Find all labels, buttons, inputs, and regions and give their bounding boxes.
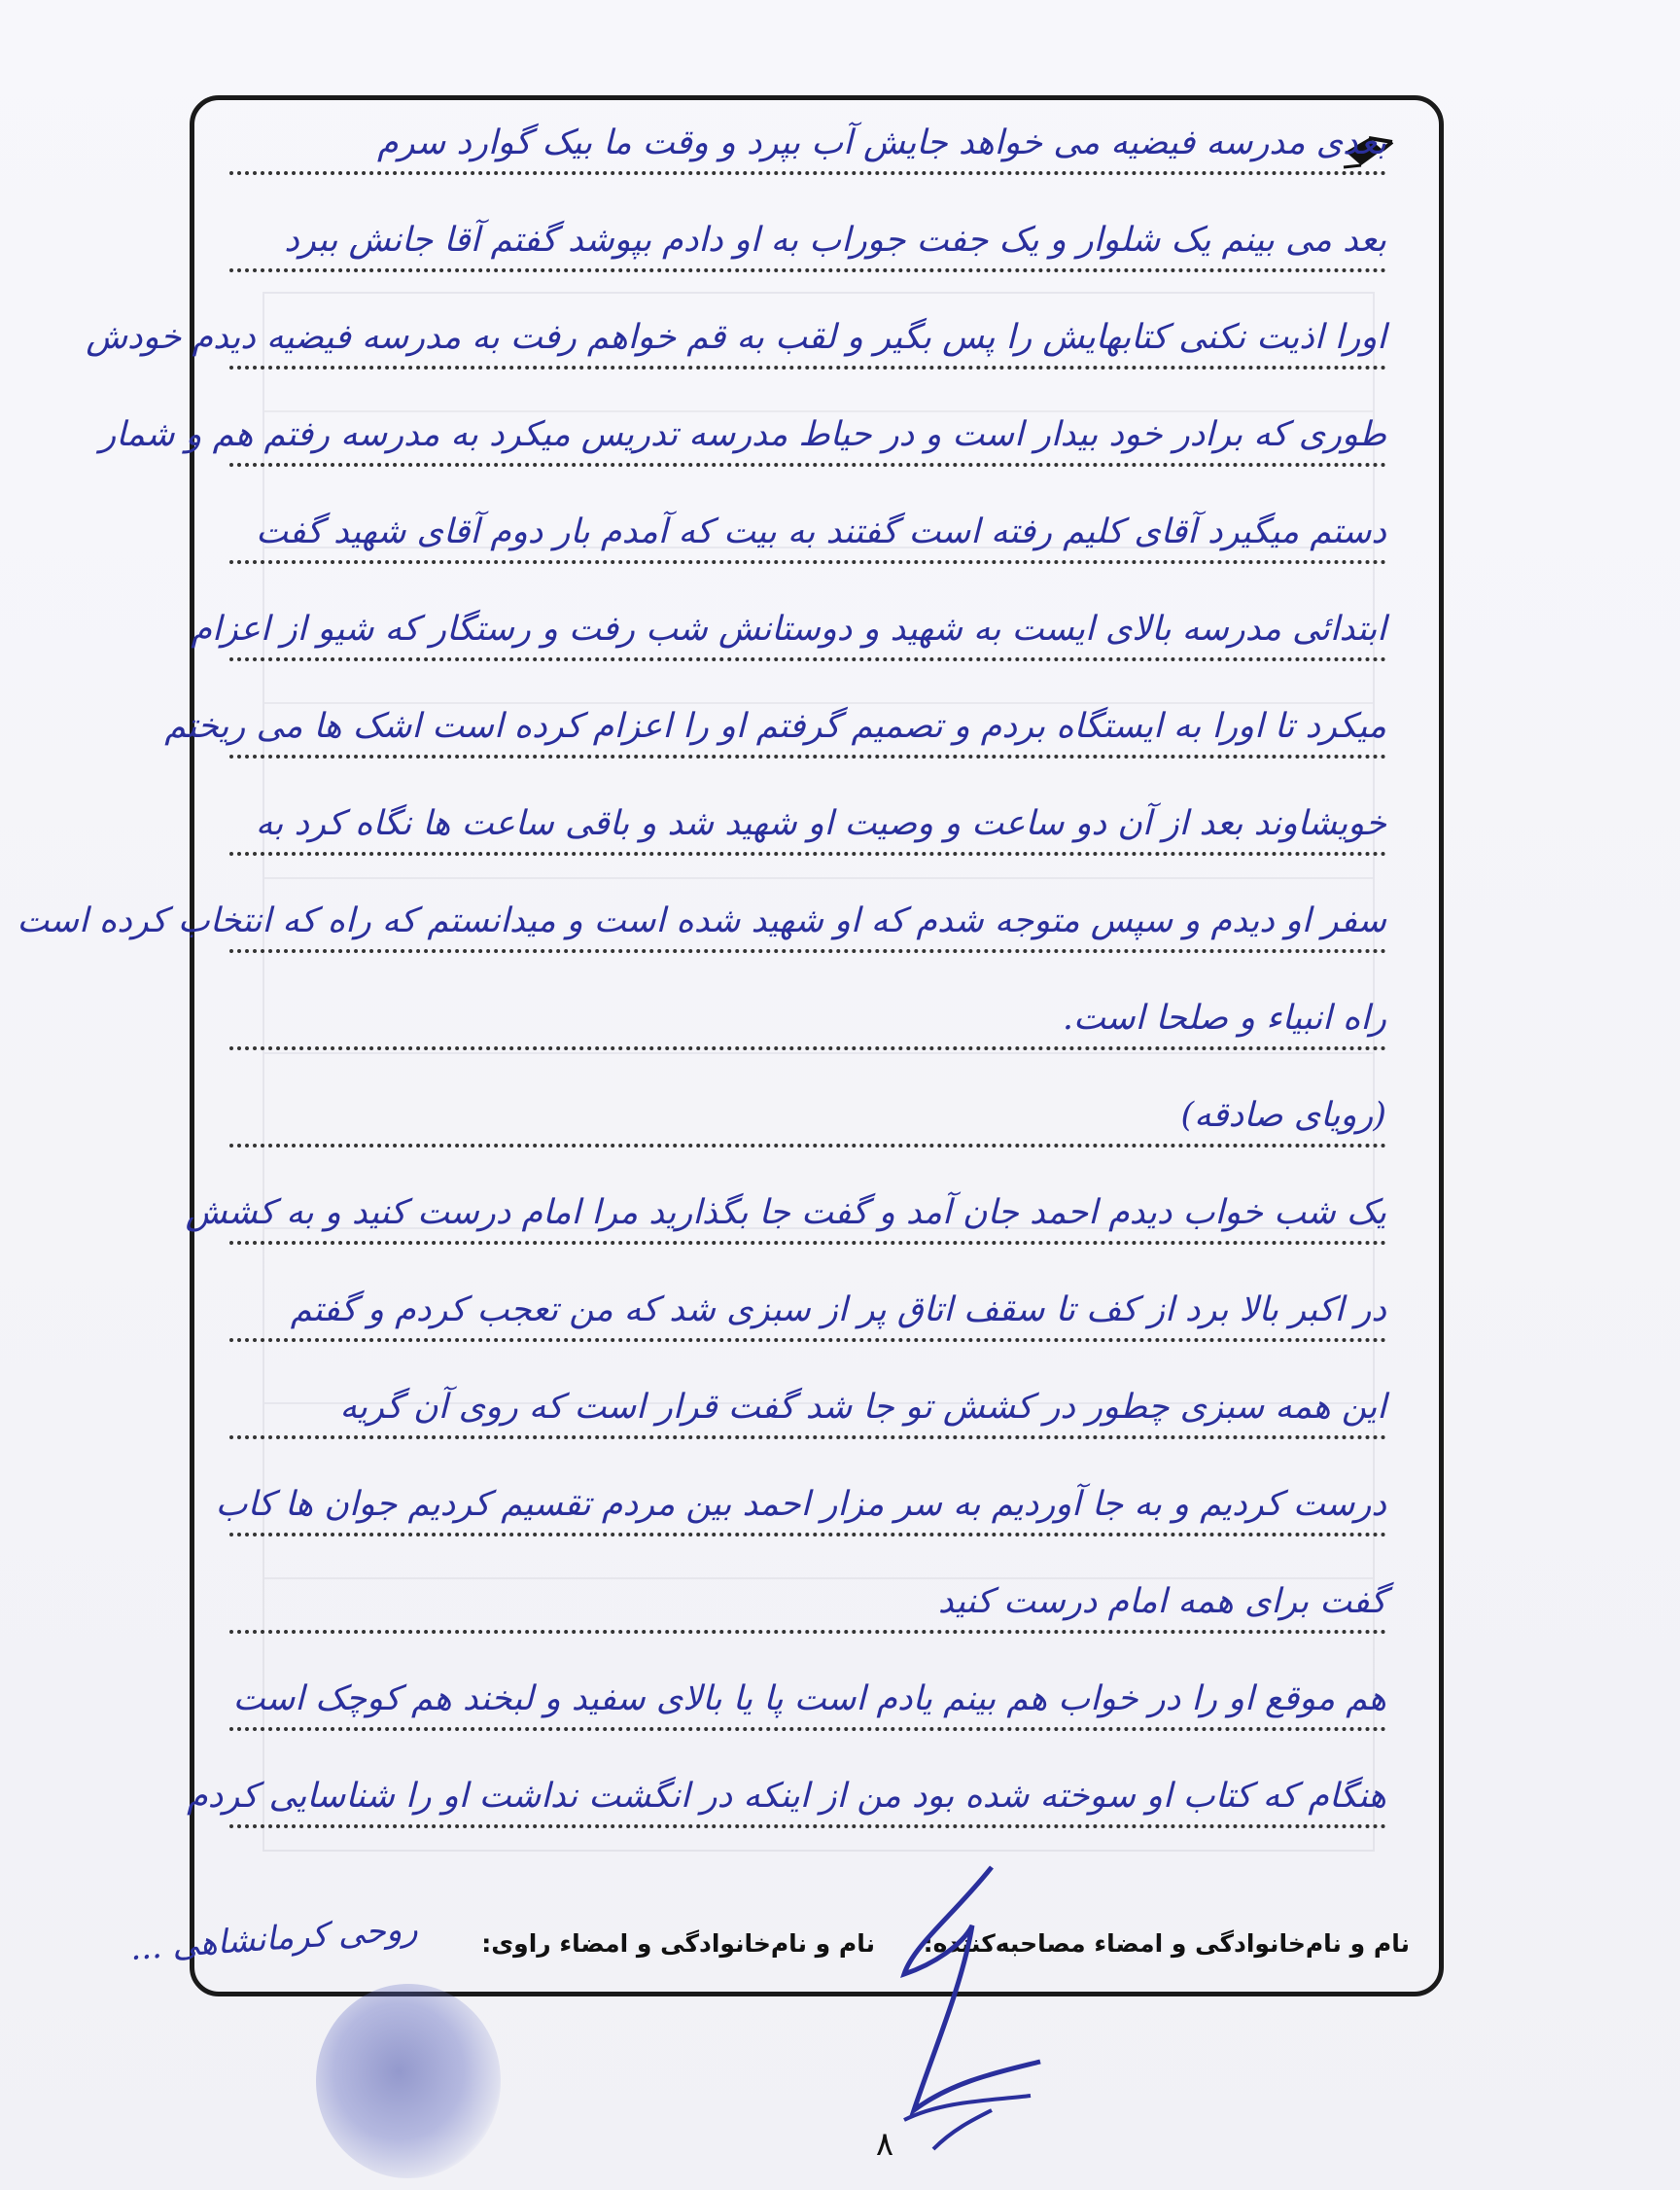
text-line-16: گفت برای همه امام درست کنید [229, 1556, 1386, 1634]
text-line-1: بعدی مدرسه فیضیه می خواهد جایش آب بپرد و وقت ما بیک گوارد سرم [229, 97, 1386, 175]
interviewer-signature-label: نام و نام‌خانوادگی و امضاء مصاحبه‌کننده: [923, 1929, 1410, 1958]
text-line-17: هم موقع او را در خواب هم بینم یادم است پا یا بالای سفید و لبخند هم کوچک است [229, 1653, 1386, 1731]
text-line-10: راه انبیاء و صلحا است. [229, 972, 1386, 1050]
page-number: ۸ [875, 2125, 894, 2164]
narrator-signature-label: نام و نام‌خانوادگی و امضاء راوی: [481, 1929, 875, 1958]
text-line-7: میکرد تا اورا به ایستگاه بردم و تصمیم گرفتم او را اعزام کرده است اشک ها می ریختم [229, 681, 1386, 759]
text-line-8: خویشاوند بعد از آن دو ساعت و وصیت او شهید شد و باقی ساعت ها نگاه کرد به [229, 778, 1386, 856]
text-line-2: بعد می بینم یک شلوار و یک جفت جوراب به او دادم بپوشد گفتم آقا جانش ببرد [229, 194, 1386, 272]
text-line-5: دستم میگیرد آقای کلیم رفته است گفتند به بیت که آمدم بار دوم آقای شهید گفت [229, 486, 1386, 564]
text-line-4: طوری که برادر خود بیدار است و در حیاط مدرسه تدریس میکرد به مدرسه رفتم هم و شمار [229, 389, 1386, 467]
text-line-9: سفر او دیدم و سپس متوجه شدم که او شهید شده است و میدانستم که راه که انتخاب کرده است [229, 875, 1386, 953]
text-line-15: درست کردیم و به جا آوردیم به سر مزار احمد بین مردم تقسیم کردیم جوان ها کاب [229, 1459, 1386, 1537]
text-line-18: هنگام که کتاب او سوخته شده بود من از اینکه در انگشت نداشت او را شناسایی کردم [229, 1750, 1386, 1828]
text-line-14: این همه سبزی چطور در کشش تو جا شد گفت قرار است که روی آن گریه [229, 1361, 1386, 1439]
text-line-12: یک شب خواب دیدم احمد جان آمد و گفت جا بگذارید مرا امام درست کنید و به کشش [229, 1167, 1386, 1245]
section-heading: (رویای صادقه) [229, 1070, 1386, 1148]
text-line-3: اورا اذیت نکنی کتابهایش را پس بگیر و لقب به قم خواهم رفت به مدرسه فیضیه دیدم خودش [229, 292, 1386, 370]
fingerprint-stamp [316, 1984, 501, 2178]
text-line-13: در اکبر بالا برد از کف تا سقف اتاق پر از سبزی شد که من تعجب کردم و گفتم [229, 1264, 1386, 1342]
narrator-signature: روحی کرمانشاهی ... [128, 1909, 419, 1968]
text-line-6: ابتدائی مدرسه بالای ایست به شهید و دوستانش شب رفت و رستگار که شیو از اعزام [229, 583, 1386, 661]
